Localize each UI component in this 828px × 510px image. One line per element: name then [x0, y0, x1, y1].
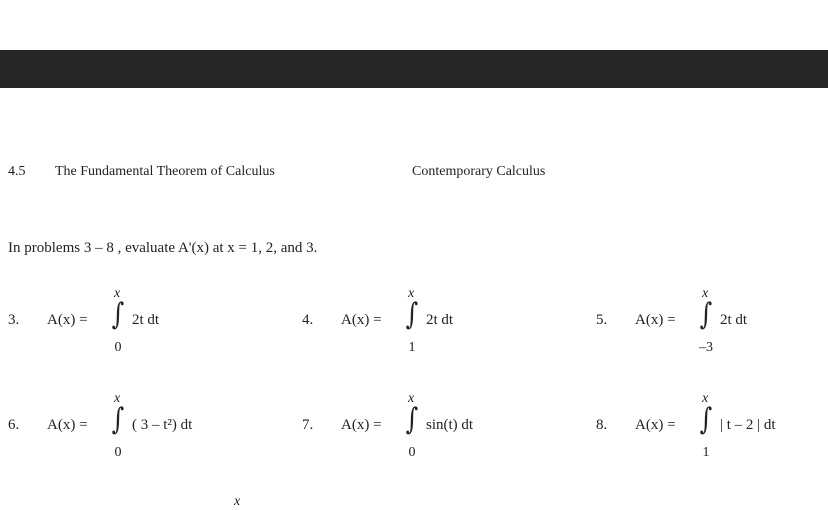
- problem-5: [596, 286, 828, 370]
- integrand: 2t dt: [426, 312, 454, 328]
- lower-limit: 1: [702, 445, 710, 460]
- lower-limit: 0: [114, 445, 122, 460]
- problem-6: [8, 391, 278, 475]
- function-name: A(x) =: [635, 417, 676, 433]
- function-name: A(x) =: [47, 312, 88, 328]
- integrand: 2t dt: [132, 312, 160, 328]
- problem-number: 5.: [596, 312, 608, 328]
- problem-4: [302, 286, 572, 370]
- problem-number: 6.: [8, 417, 20, 433]
- book-title: Contemporary Calculus: [412, 164, 546, 179]
- integral-sign-icon: ∫: [405, 297, 419, 332]
- problem-7: [302, 391, 572, 475]
- function-name: A(x) =: [341, 417, 382, 433]
- lower-limit: 1: [408, 340, 416, 355]
- lower-limit: 0: [408, 445, 416, 460]
- section-number: 4.5: [8, 164, 26, 179]
- integral-sign-icon: ∫: [111, 402, 125, 437]
- problem-3: [8, 286, 278, 370]
- upper-limit: x: [408, 286, 415, 301]
- problem-number: 7.: [302, 417, 314, 433]
- integral-sign-icon: ∫: [699, 297, 713, 332]
- lower-limit: –3: [699, 340, 713, 355]
- section-title: The Fundamental Theorem of Calculus: [55, 164, 275, 179]
- upper-limit: x: [114, 391, 121, 406]
- upper-limit: x: [408, 391, 415, 406]
- problem-number: 3.: [8, 312, 20, 328]
- problem-number: 8.: [596, 417, 608, 433]
- integral-sign-icon: ∫: [111, 297, 125, 332]
- function-name: A(x) =: [635, 312, 676, 328]
- function-name: A(x) =: [47, 417, 88, 433]
- problem-number: 4.: [302, 312, 314, 328]
- next-problem-fragment: x: [234, 494, 241, 509]
- problem-8: [596, 391, 828, 475]
- function-name: A(x) =: [341, 312, 382, 328]
- upper-limit: x: [114, 286, 121, 301]
- upper-limit: x: [702, 286, 709, 301]
- integral-sign-icon: ∫: [699, 402, 713, 437]
- integrand: | t – 2 | dt: [720, 417, 776, 433]
- instructions: In problems 3 – 8 , evaluate A'(x) at x = 1, 2, and 3.: [8, 240, 318, 256]
- integral-sign-icon: ∫: [405, 402, 419, 437]
- lower-limit: 0: [114, 340, 122, 355]
- upper-limit: x: [702, 391, 709, 406]
- integrand: 2t dt: [720, 312, 748, 328]
- integrand: ( 3 – t²) dt: [132, 417, 193, 433]
- top-toolbar: [0, 50, 828, 88]
- integrand: sin(t) dt: [426, 417, 474, 433]
